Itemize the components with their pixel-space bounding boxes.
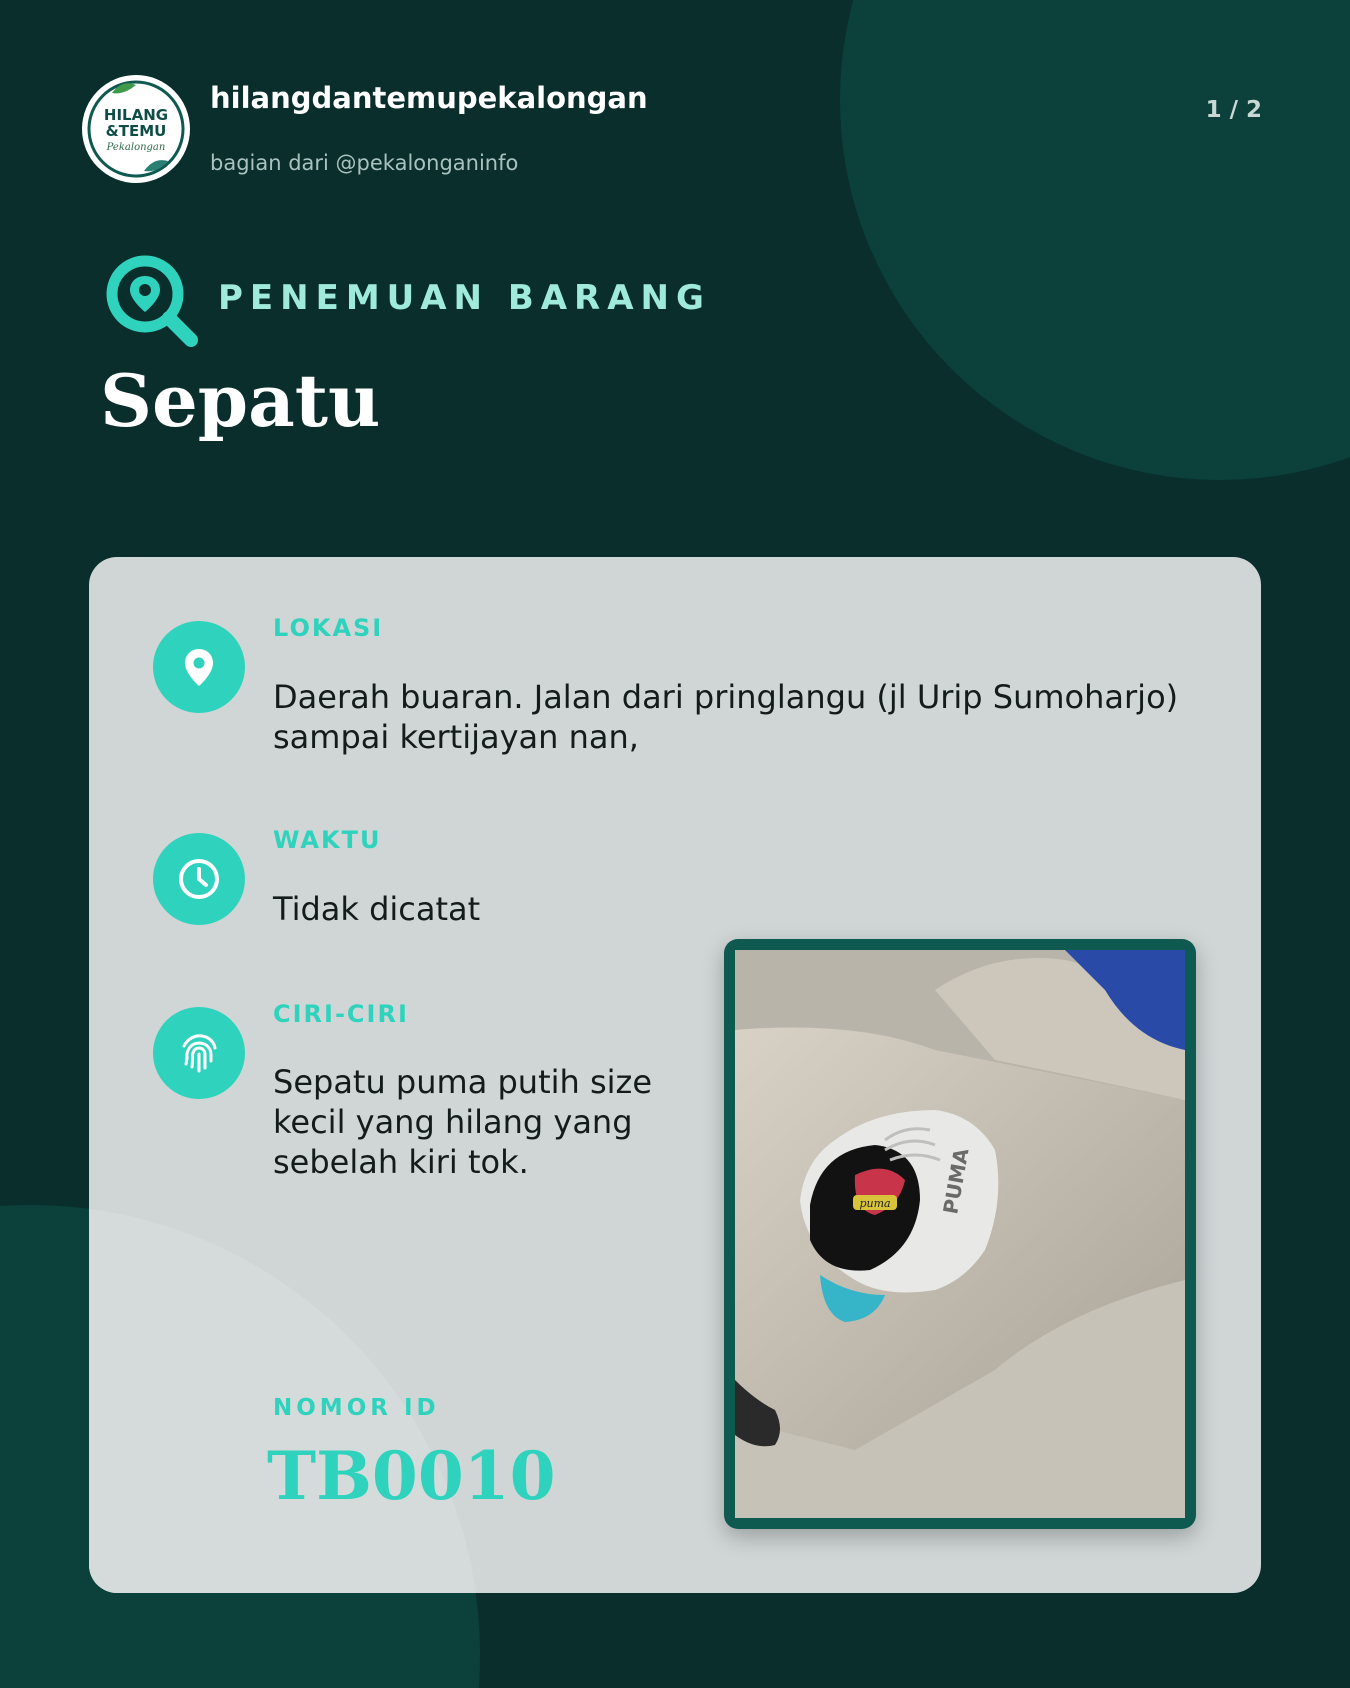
background-circle-top <box>840 0 1350 480</box>
location-search-icon <box>103 252 203 352</box>
logo-text-line3: Pekalongan <box>106 142 166 153</box>
post-title: Sepatu <box>100 358 381 443</box>
item-photo <box>735 950 1185 1518</box>
features-label: CIRI-CIRI <box>273 1000 409 1028</box>
location-value <box>273 677 1178 757</box>
page-indicator: 1 / 2 <box>1205 97 1262 123</box>
post-category: PENEMUAN BARANG <box>218 278 711 318</box>
svg-text:PUMA: PUMA <box>938 1146 974 1216</box>
time-value: Tidak dicatat <box>273 890 481 928</box>
logo-text-line2: &TEMU <box>105 122 167 140</box>
post-header <box>82 75 1262 185</box>
account-name[interactable]: hilangdantemupekalongan <box>210 81 648 115</box>
features-value-line: Sepatu puma putih size <box>273 1063 652 1101</box>
location-pin-icon <box>153 621 245 713</box>
location-value-line: sampai kertijayan nan, <box>273 718 639 756</box>
shoe-brand-text: puma <box>859 1197 891 1210</box>
account-subtitle: bagian dari @pekalonganinfo <box>210 151 519 175</box>
details-card <box>89 557 1261 1593</box>
features-value <box>273 1062 652 1182</box>
account-logo[interactable] <box>82 75 190 183</box>
clock-icon <box>153 833 245 925</box>
id-value: TB0010 <box>267 1437 556 1515</box>
location-label: LOKASI <box>273 614 384 642</box>
features-value-line: kecil yang hilang yang <box>273 1103 633 1141</box>
logo-text-line1: HILANG <box>103 106 169 124</box>
item-photo-frame[interactable] <box>724 939 1196 1529</box>
fingerprint-icon <box>153 1007 245 1099</box>
id-label: NOMOR ID <box>273 1395 440 1421</box>
time-label: WAKTU <box>273 826 382 854</box>
location-value-line: Daerah buaran. Jalan dari pringlangu (jl Urip Sumoharjo) <box>273 678 1179 716</box>
features-value-line: sebelah kiri tok. <box>273 1143 529 1181</box>
